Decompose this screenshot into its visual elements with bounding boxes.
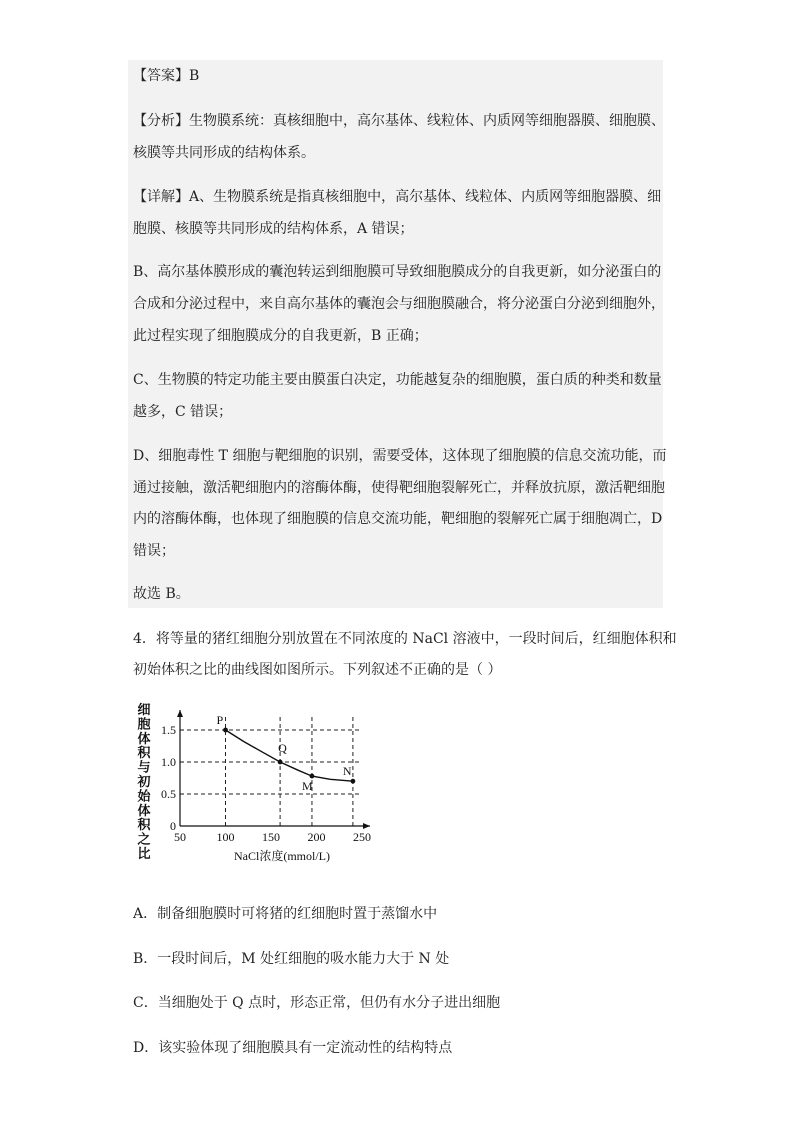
x-axis-label: NaCl浓度(mmol/L) [234, 849, 330, 863]
explanation-c-line-1: C、生物膜的特定功能主要由膜蛋白决定，功能越复杂的细胞膜，蛋白质的种类和数量 [133, 372, 662, 388]
answer-line: 【答案】B [133, 68, 200, 84]
volume-ratio-chart [130, 700, 380, 870]
explanation-b-line-1: B、高尔基体膜形成的囊泡转运到细胞膜可导致细胞膜成分的自我更新，如分泌蛋白的 [133, 264, 662, 280]
x-tick-label: 50 [174, 830, 186, 844]
y-label-char: 积 [137, 745, 151, 761]
option-c[interactable]: C．当细胞处于 Q 点时，形态正常，但仍有水分子进出细胞 [133, 995, 501, 1011]
data-point-P [223, 728, 228, 733]
y-label-char: 之 [137, 831, 151, 847]
y-tick-label: 1.0 [161, 755, 176, 769]
analysis-line-2: 核膜等共同形成的结构体系。 [133, 145, 315, 161]
x-tick-label: 150 [262, 830, 280, 844]
point-label-P: P [216, 713, 224, 727]
explanation-b-line-2: 合成和分泌过程中，来自高尔基体的囊泡会与细胞膜融合，将分泌蛋白分泌到细胞外， [133, 296, 665, 312]
conclusion-line: 故选 B。 [133, 586, 190, 602]
data-points [217, 713, 356, 793]
point-label-M: M [301, 779, 313, 794]
guide-lines [180, 716, 362, 826]
y-label-char: 始 [137, 788, 151, 804]
point-label-N: N [342, 764, 352, 779]
y-label-char: 积 [137, 817, 151, 833]
y-label-char: 胞 [137, 716, 151, 732]
y-label-char: 初 [137, 774, 151, 789]
data-point-M [310, 774, 315, 779]
point-label-Q: Q [278, 741, 287, 755]
explanation-d-line-3: 内的溶酶体酶，也体现了细胞膜的信息交流功能，靶细胞的裂解死亡属于细胞凋亡，D [133, 511, 663, 527]
y-axis-label [136, 702, 151, 861]
option-d[interactable]: D．该实验体现了细胞膜具有一定流动性的结构特点 [133, 1040, 453, 1056]
y-label-char: 与 [137, 759, 151, 775]
series-line [226, 730, 353, 781]
y-label-char: 体 [137, 802, 151, 818]
detail-line-1: 【详解】A、生物膜系统是指真核细胞中，高尔基体、线粒体、内质网等细胞器膜、细 [133, 189, 662, 205]
explanation-b-line-3: 此过程实现了细胞膜成分的自我更新，B 正确； [133, 328, 428, 344]
y-tick-label: 0 [170, 819, 176, 833]
question-stem-line-1: 4．将等量的猪红细胞分别放置在不同浓度的 NaCl 溶液中，一段时间后，红细胞体积和 [133, 631, 677, 647]
option-b[interactable]: B．一段时间后，M 处红细胞的吸水能力大于 N 处 [133, 951, 450, 967]
explanation-c-line-2: 越多，C 错误； [133, 404, 233, 420]
x-tick-label: 250 [353, 830, 371, 844]
axes [177, 710, 370, 829]
question-stem-line-2: 初始体积之比的曲线图如图所示。下列叙述不正确的是（ ） [133, 662, 502, 678]
option-a[interactable]: A．制备细胞膜时可将猪的红细胞时置于蒸馏水中 [133, 906, 438, 922]
y-axis-arrow [177, 710, 183, 717]
data-point-Q [278, 760, 283, 765]
x-axis-arrow [363, 823, 370, 829]
x-tick-label: 200 [307, 830, 326, 844]
y-label-char: 细 [137, 702, 151, 717]
detail-line-2: 胞膜、核膜等共同形成的结构体系，A 错误； [133, 221, 414, 237]
explanation-d-line-1: D、细胞毒性 T 细胞与靶细胞的识别，需要受体，这体现了细胞膜的信息交流功能，而 [133, 448, 667, 464]
analysis-line-1: 【分析】生物膜系统：真核细胞中，高尔基体、线粒体、内质网等细胞器膜、细胞膜、 [133, 113, 665, 129]
y-tick-label: 0.5 [161, 787, 176, 801]
data-curve [226, 730, 353, 781]
data-point-N [351, 779, 356, 784]
explanation-d-line-2: 通过接触，激活靶细胞内的溶酶体酶，使得靶细胞裂解死亡，并释放抗原，激活靶细胞 [133, 480, 665, 496]
y-label-char: 比 [137, 846, 151, 861]
x-tick-label: 100 [216, 830, 235, 844]
explanation-d-line-4: 错误； [133, 543, 175, 559]
y-tick-label: 1.5 [161, 723, 176, 737]
y-label-char: 体 [137, 730, 151, 746]
